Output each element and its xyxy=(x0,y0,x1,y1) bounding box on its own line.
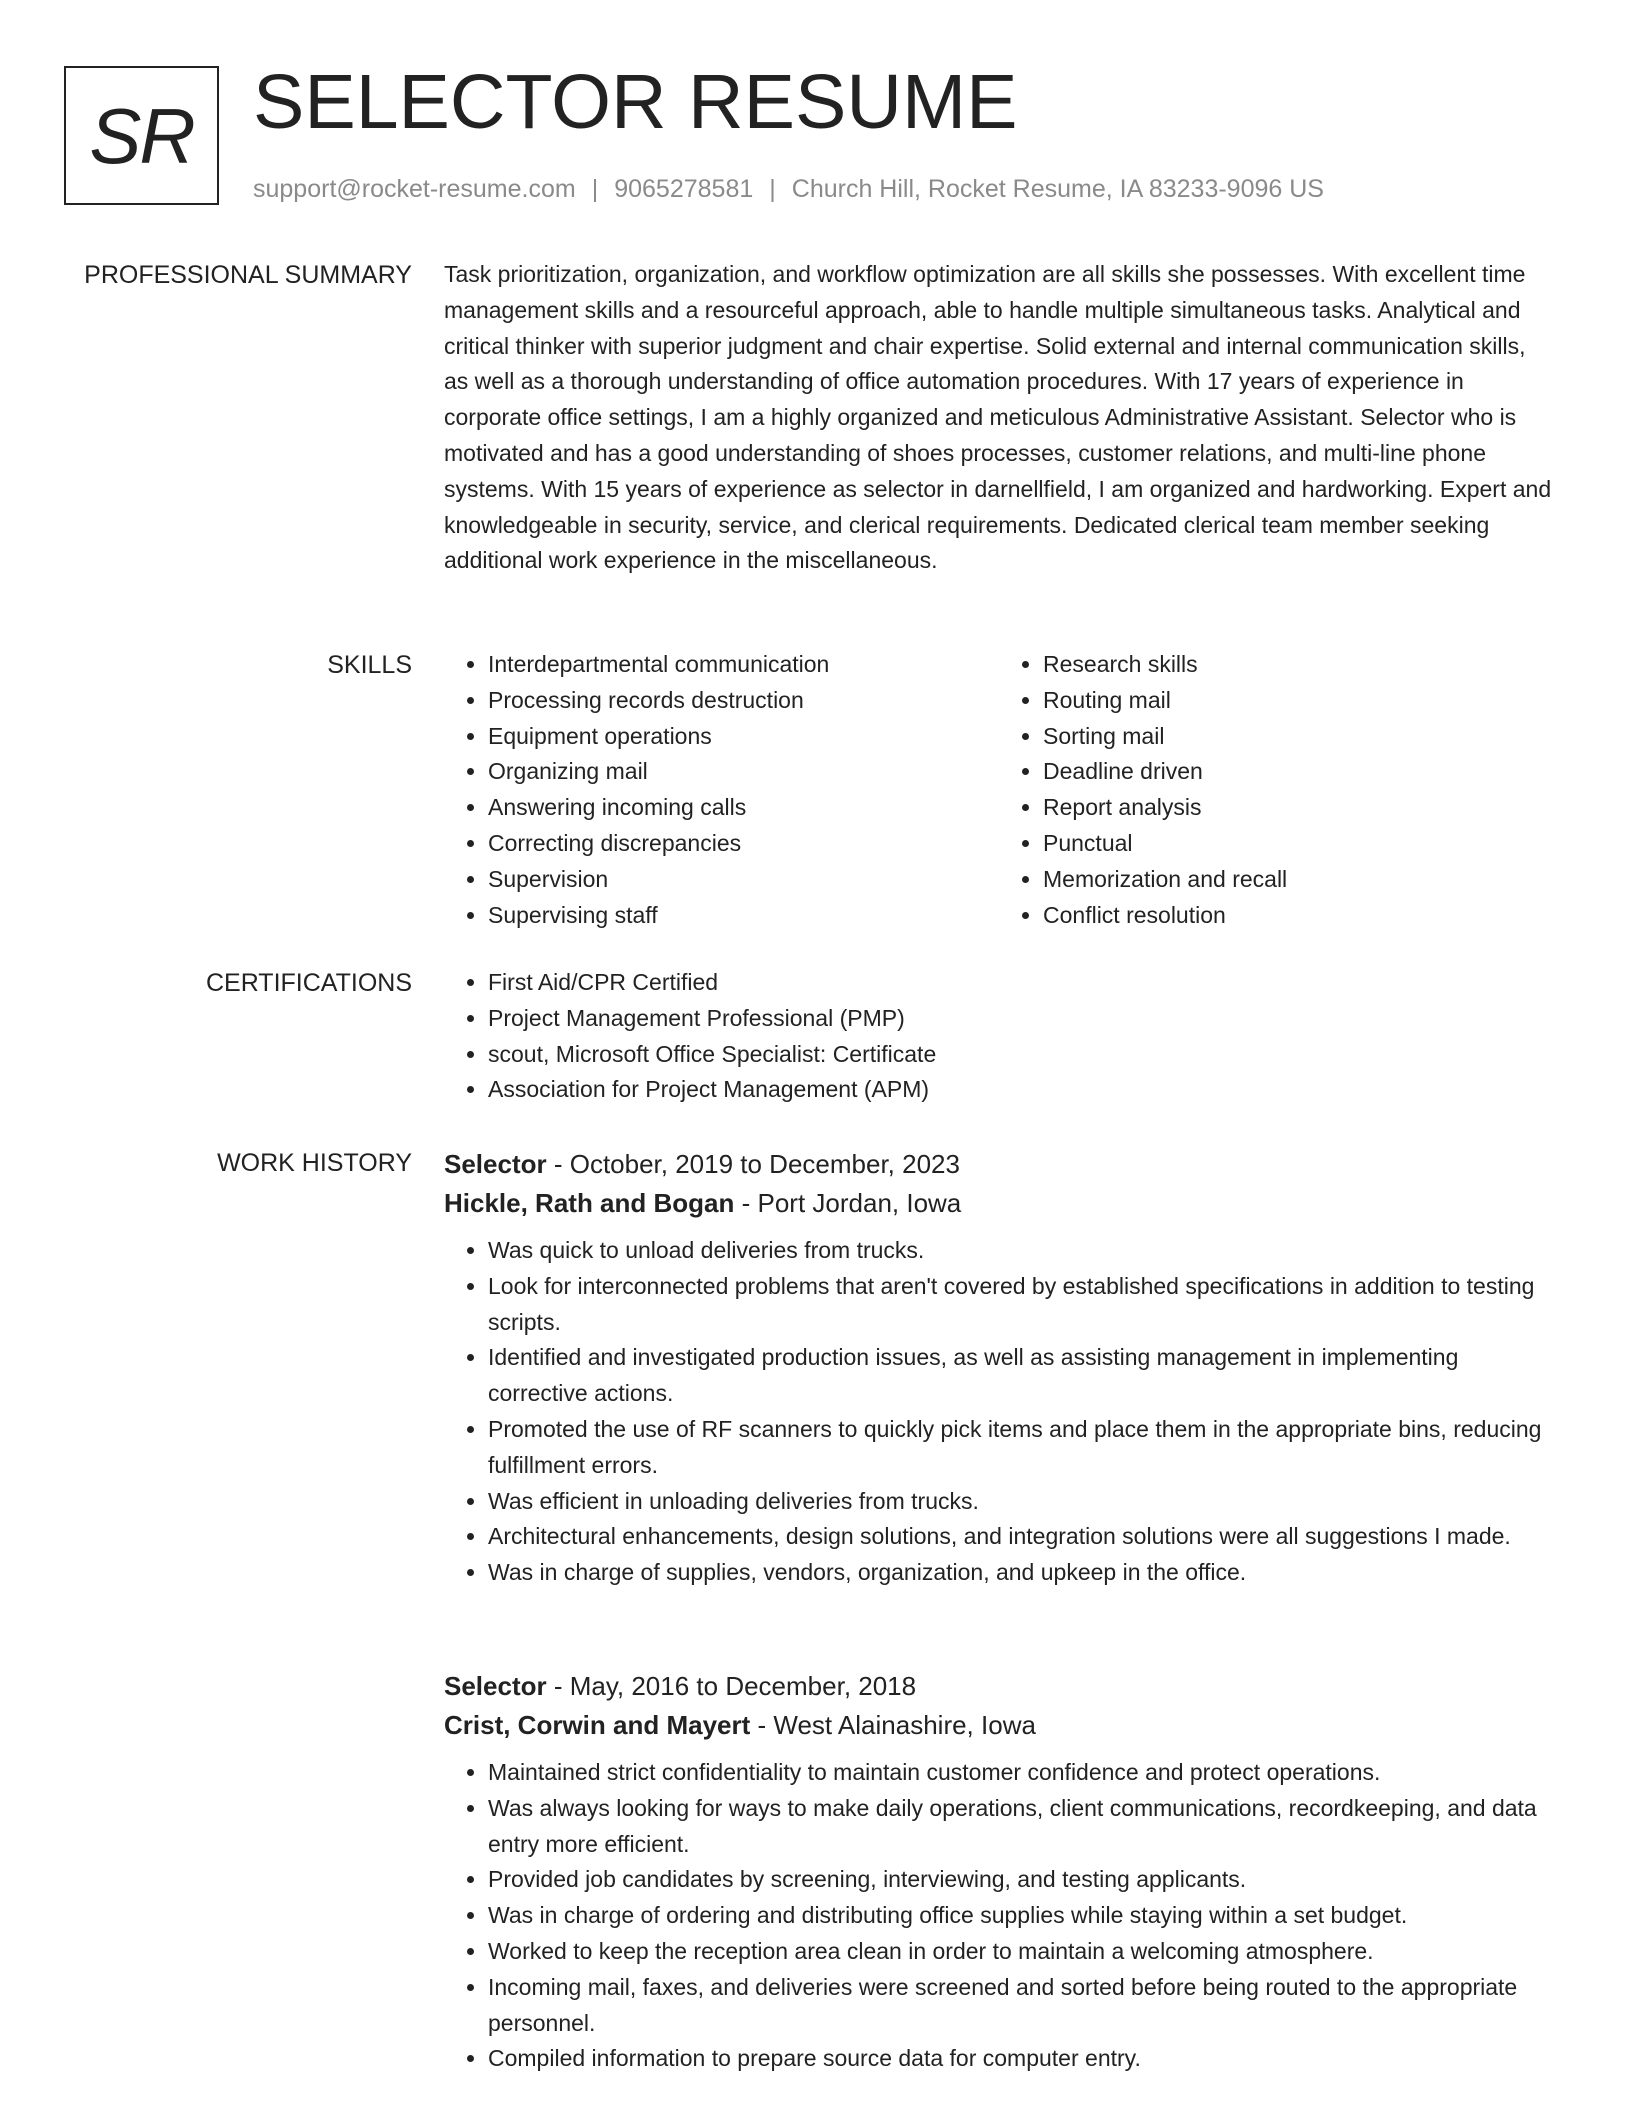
contact-phone: 9065278581 xyxy=(614,175,754,203)
skill-item: • Supervision xyxy=(488,862,999,898)
skill-item: • Interdepartmental communication xyxy=(488,647,999,683)
skill-item: • Routing mail xyxy=(1043,683,1554,719)
job-company-line xyxy=(444,1183,1554,1223)
summary-text: Task prioritization, organization, and workflow optimization are all skills she possesses. With excellent time management skills and a resourceful approach, able to handle multiple simultaneous tasks. Analytical and critical thinker with superior judgment and chair expertise. Solid external and internal communication skills, as well as a thorough understanding of office automation procedures. With 17 years of experience in corporate office settings, I am a highly organized and meticulous Administrative Assistant. Selector who is motivated and has a good understanding of shoes processes, customer relations, and multi-line phone systems. With 15 years of experience as selector in darnellfield, I am organized and hardworking. Expert and knowledgeable in security, service, and clerical requirements. Dedicated clerical team member seeking additional work experience in the miscellaneous. xyxy=(444,261,1552,574)
certification-item: • Association for Project Management (APM) xyxy=(488,1072,1554,1108)
job-company: Crist, Corwin and Mayert xyxy=(444,1710,751,1740)
job-duty: • Look for interconnected problems that aren't covered by established specifications in addition to testing scripts. xyxy=(488,1269,1554,1341)
job-duty: • Was always looking for ways to make daily operations, client communications, recordkeeping, and data entry more efficient. xyxy=(488,1791,1554,1863)
certifications-body xyxy=(444,965,1554,1108)
skill-item: • Report analysis xyxy=(1043,790,1554,826)
contact-separator: | xyxy=(591,175,599,203)
skill-item: • Equipment operations xyxy=(488,719,999,755)
resume-name: SELECTOR RESUME xyxy=(253,59,1018,145)
job-duty: • Was efficient in unloading deliveries from trucks. xyxy=(488,1484,1554,1520)
skill-item: • Research skills xyxy=(1043,647,1554,683)
job-title-line xyxy=(444,1145,1554,1183)
skill-item: • Answering incoming calls xyxy=(488,790,999,826)
contact-email: support@rocket-resume.com xyxy=(253,175,576,203)
certification-item: • Project Management Professional (PMP) xyxy=(488,1001,1554,1037)
job-company-line xyxy=(444,1705,1554,1745)
skills-list-right xyxy=(999,647,1554,933)
job-role: Selector xyxy=(444,1149,547,1179)
job-duty: • Was in charge of supplies, vendors, organization, and upkeep in the office. xyxy=(488,1555,1554,1591)
job-title-line xyxy=(444,1667,1554,1705)
skill-item: • Processing records destruction xyxy=(488,683,999,719)
skills-columns xyxy=(444,647,1554,933)
job-duty: • Was in charge of ordering and distributing office supplies while staying within a set budget. xyxy=(488,1898,1554,1934)
job-duties-list xyxy=(444,1233,1554,1591)
skill-item: • Conflict resolution xyxy=(1043,898,1554,934)
summary-body xyxy=(444,257,1554,579)
job-duties-list xyxy=(444,1755,1554,2077)
skill-item: • Supervising staff xyxy=(488,898,999,934)
job-role: Selector xyxy=(444,1671,547,1701)
job-entry xyxy=(444,1145,1554,1591)
certification-item: • First Aid/CPR Certified xyxy=(488,965,1554,1001)
job-duty: • Maintained strict confidentiality to maintain customer confidence and protect operations. xyxy=(488,1755,1554,1791)
contact-address: Church Hill, Rocket Resume, IA 83233-9096 US xyxy=(791,175,1324,203)
job-entry xyxy=(444,1667,1554,2077)
summary-heading: PROFESSIONAL SUMMARY xyxy=(84,261,412,289)
skill-item: • Deadline driven xyxy=(1043,754,1554,790)
work-history-heading: WORK HISTORY xyxy=(217,1149,412,1177)
job-duty: • Compiled information to prepare source data for computer entry. xyxy=(488,2041,1554,2077)
contact-separator: | xyxy=(769,175,776,203)
certifications-heading: CERTIFICATIONS xyxy=(205,969,412,997)
job-dates: - October, 2019 to December, 2023 xyxy=(546,1149,960,1179)
skills-list-left xyxy=(444,647,999,933)
job-location: - West Alainashire, Iowa xyxy=(750,1710,1036,1740)
job-duty: • Incoming mail, faxes, and deliveries were screened and sorted before being routed to the appropriate personnel. xyxy=(488,1970,1554,2042)
certification-item: • scout, Microsoft Office Specialist: Certificate xyxy=(488,1037,1554,1073)
job-duty: • Promoted the use of RF scanners to quickly pick items and place them in the appropriate bins, reducing fulfillment errors. xyxy=(488,1412,1554,1484)
job-duty: • Architectural enhancements, design solutions, and integration solutions were all suggestions I made. xyxy=(488,1519,1554,1555)
certifications-list xyxy=(444,965,1554,1108)
skill-item: • Memorization and recall xyxy=(1043,862,1554,898)
job-duty: • Identified and investigated production issues, as well as assisting management in implementing corrective actions. xyxy=(488,1340,1554,1412)
skills-heading: SKILLS xyxy=(327,651,412,679)
job-location: - Port Jordan, Iowa xyxy=(734,1188,962,1218)
skill-item: • Correcting discrepancies xyxy=(488,826,999,862)
monogram-initials: SR xyxy=(89,91,194,180)
contact-line xyxy=(253,173,1324,205)
skill-item: • Punctual xyxy=(1043,826,1554,862)
monogram-badge xyxy=(64,66,219,205)
job-company: Hickle, Rath and Bogan xyxy=(444,1188,735,1218)
job-dates: - May, 2016 to December, 2018 xyxy=(546,1671,917,1701)
skill-item: • Sorting mail xyxy=(1043,719,1554,755)
job-duty: • Was quick to unload deliveries from trucks. xyxy=(488,1233,1554,1269)
job-duty: • Worked to keep the reception area clean in order to maintain a welcoming atmosphere. xyxy=(488,1934,1554,1970)
skill-item: • Organizing mail xyxy=(488,754,999,790)
job-duty: • Provided job candidates by screening, interviewing, and testing applicants. xyxy=(488,1862,1554,1898)
